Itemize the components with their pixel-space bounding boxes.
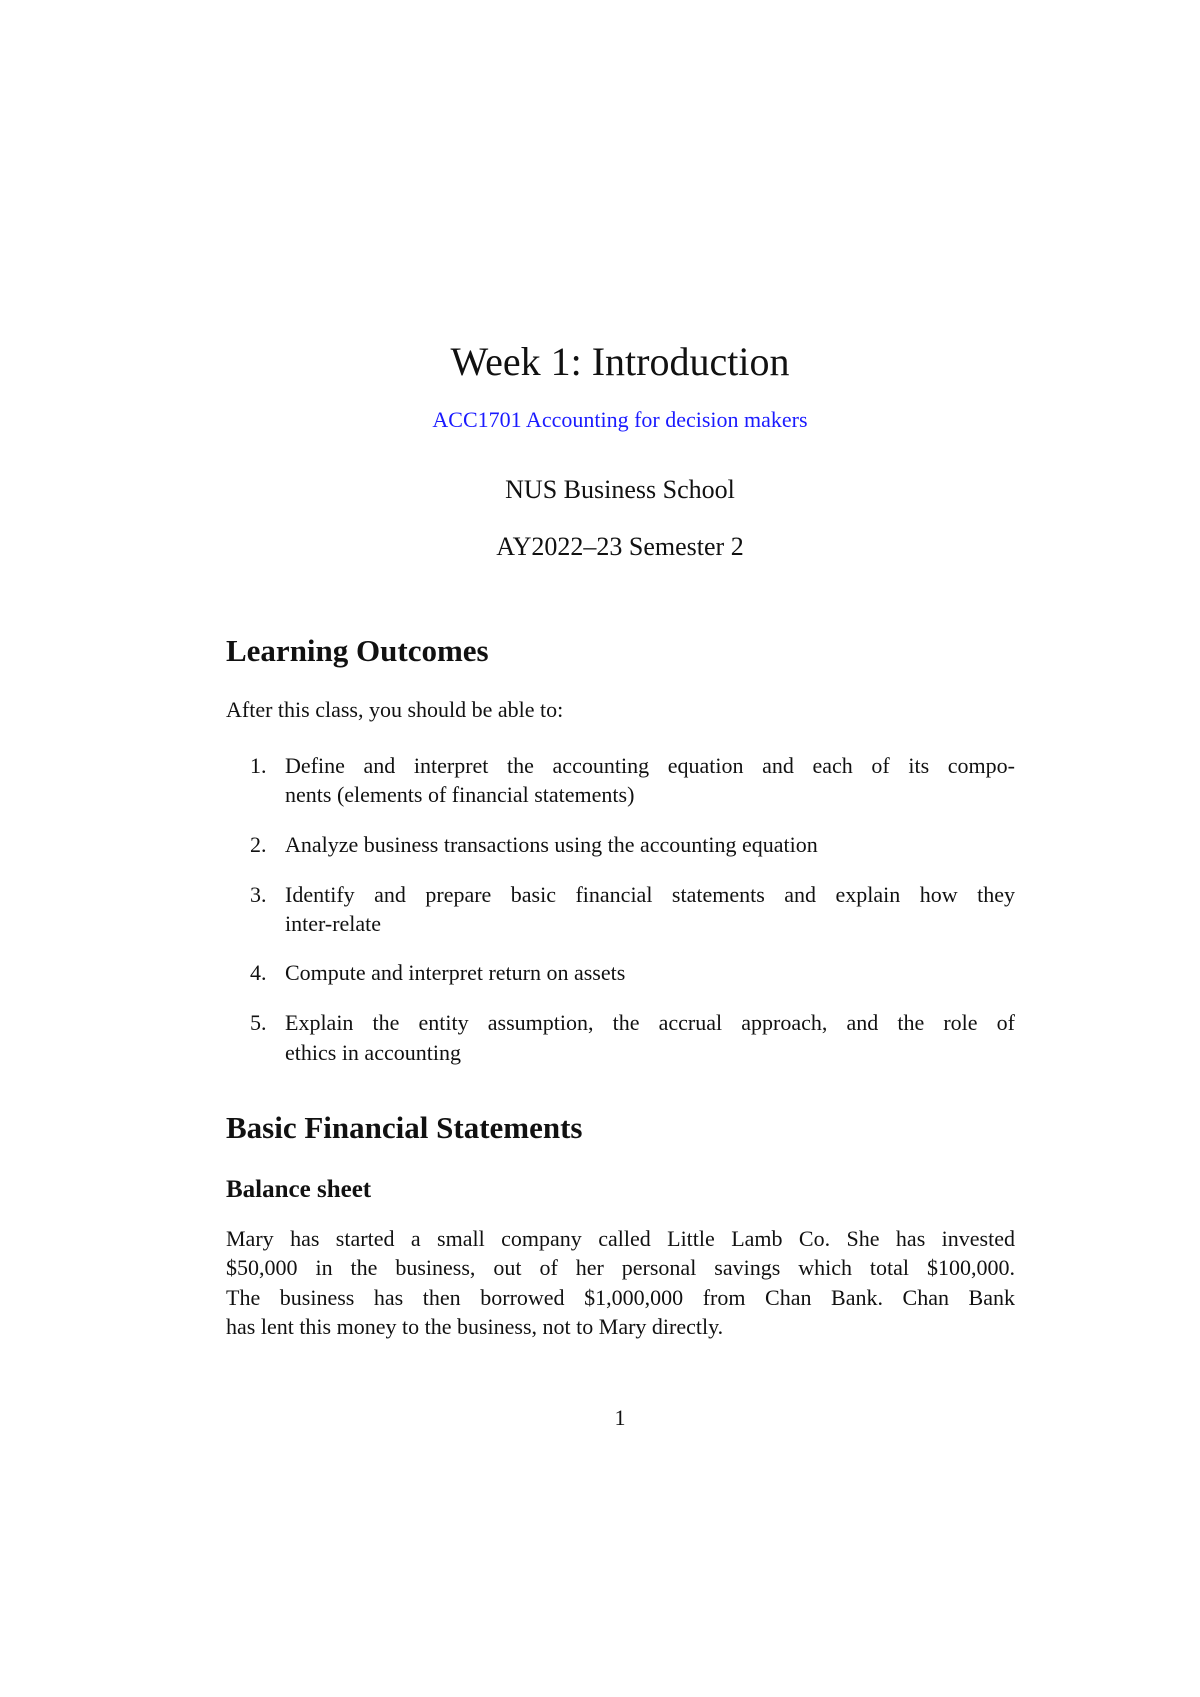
list-item-text: ethics in accounting [285, 1040, 461, 1065]
course-link[interactable]: ACC1701 Accounting for decision makers [432, 407, 808, 432]
list-item-text: Explain the entity assumption, the accrual approach, and the role of [285, 1010, 1015, 1035]
list-item-text: Analyze business transactions using the accounting equation [285, 832, 818, 857]
list-item-text: Compute and interpret return on assets [285, 960, 626, 985]
list-item-text: nents (elements of financial statements) [285, 782, 635, 807]
list-item-text: inter-relate [285, 911, 382, 936]
page-number: 1 [614, 1405, 626, 1430]
list-item-number: 4. [250, 960, 267, 985]
list-item-number: 1. [250, 753, 267, 778]
list-item-number: 2. [250, 832, 267, 857]
institution: NUS Business School [505, 475, 735, 504]
term: AY2022–23 Semester 2 [496, 532, 744, 561]
list-item-text: Define and interpret the accounting equation and each of its compo- [285, 753, 1015, 778]
list-item-number: 5. [250, 1010, 267, 1035]
learning-outcomes-intro: After this class, you should be able to: [226, 697, 564, 722]
paragraph-line: has lent this money to the business, not to Mary directly. [226, 1314, 724, 1339]
basic-statements-heading: Basic Financial Statements [226, 1110, 583, 1145]
document-title: Week 1: Introduction [450, 339, 790, 384]
list-item-text: Identify and prepare basic financial statements and explain how they [285, 882, 1015, 907]
paragraph-line: The business has then borrowed $1,000,000 from Chan Bank. Chan Bank [226, 1285, 1015, 1310]
list-item-number: 3. [250, 882, 267, 907]
learning-outcomes-heading: Learning Outcomes [226, 633, 489, 668]
paragraph-line: $50,000 in the business, out of her personal savings which total $100,000. [226, 1255, 1015, 1280]
paragraph-line: Mary has started a small company called Little Lamb Co. She has invested [226, 1226, 1015, 1251]
balance-sheet-subheading: Balance sheet [226, 1176, 372, 1203]
